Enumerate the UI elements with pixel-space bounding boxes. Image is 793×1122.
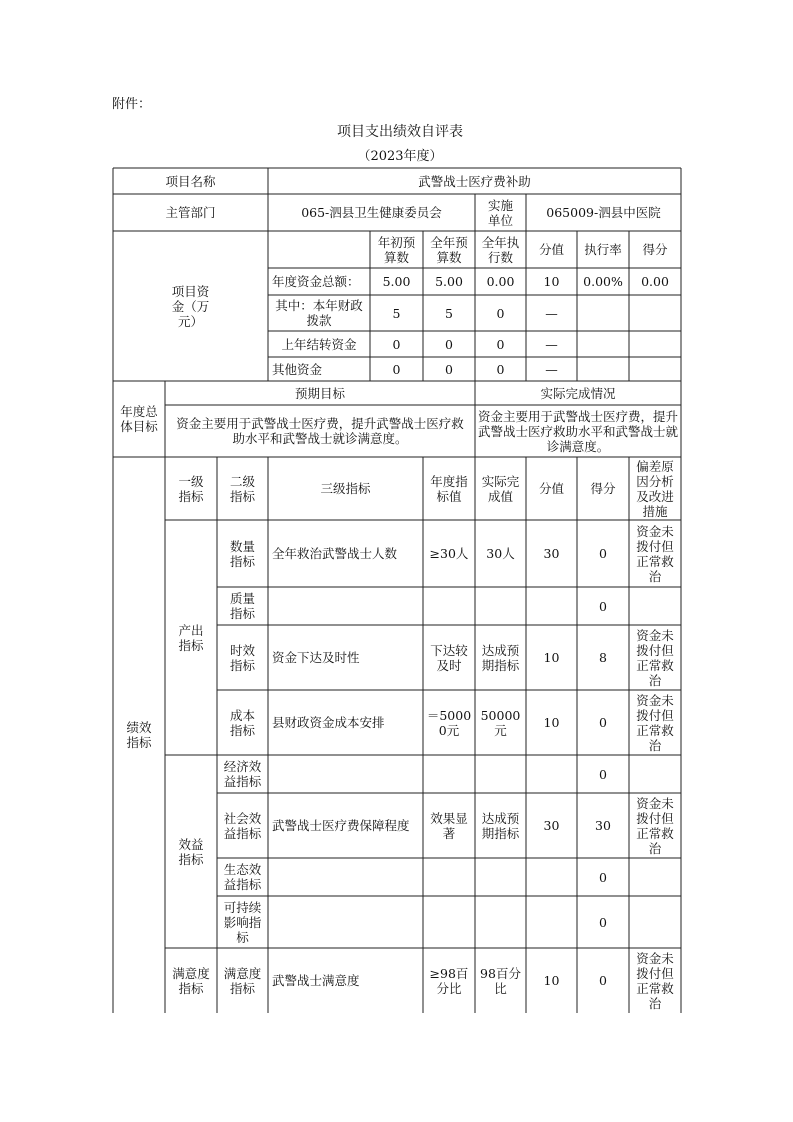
impl-label: 实施单位: [487, 197, 513, 228]
perf-header-l1: 一级指标: [178, 473, 204, 504]
year-label: （2023年度）: [357, 149, 443, 164]
page-title: 项目支出绩效自评表: [337, 124, 463, 140]
perf-row-got: 0: [599, 973, 607, 988]
funds-row-cell: 10: [543, 274, 560, 289]
funds-row-cell: —: [545, 361, 558, 377]
attachment-label: 附件：: [112, 97, 152, 112]
perf-row-l3: [268, 587, 423, 625]
funds-row-cell: 0.00%: [583, 274, 623, 289]
funds-row-label: 其中：本年财政拨款: [275, 298, 363, 328]
perf-row-reason: 资金未拨付但正常救治: [636, 950, 674, 1011]
funds-header-rate: 执行率: [584, 242, 622, 257]
funds-row-cell: [629, 295, 681, 331]
perf-row-got: 0: [599, 546, 607, 561]
perf-row-score: [526, 896, 577, 948]
perf-row-target: [423, 755, 475, 793]
perf-row-got: 30: [595, 818, 611, 833]
funds-row-cell: 5: [392, 305, 401, 321]
perf-row-got: 0: [599, 715, 607, 730]
funds-row-cell: 5.00: [382, 274, 411, 289]
actual-goal-header: 实际完成情况: [540, 385, 616, 401]
funds-row-label: 上年结转资金: [281, 336, 357, 352]
funds-row-cell: [577, 331, 629, 357]
perf-row-l3: 武警战士满意度: [272, 973, 360, 988]
funds-row-cell: 0: [392, 361, 401, 377]
funds-row-cell: 0.00: [641, 274, 669, 289]
perf-row-actual: [475, 587, 526, 625]
goals-label: 年度总体目标: [120, 404, 158, 434]
funds-header-annual: 全年预算数: [430, 234, 468, 265]
project-name-label: 项目名称: [165, 173, 216, 189]
funds-row-cell: 0.00: [486, 274, 515, 289]
perf-row-l2: 成本指标: [229, 707, 255, 738]
actual-goal-text: 资金主要用于武警战士医疗费，提升武警战士医疗救助水平和武警战士就诊满意度。: [478, 408, 679, 454]
perf-row-reason: 资金未拨付但正常救治: [636, 627, 674, 688]
perf-header-actual: 实际完成值: [481, 473, 520, 504]
funds-header-score: 分值: [538, 242, 564, 257]
perf-row-target: [423, 858, 475, 896]
perf-row-l3: 全年救治武警战士人数: [272, 546, 398, 561]
perf-row-got: 0: [599, 869, 607, 885]
perf-row-reason: 资金未拨付但正常救治: [636, 795, 674, 856]
perf-header-l3: 三级指标: [320, 481, 371, 496]
funds-row-cell: —: [545, 305, 558, 321]
perf-row-score: [526, 755, 577, 793]
perf-row-score: [526, 858, 577, 896]
funds-row-label: 其他资金: [272, 361, 323, 377]
perf-row-score: 10: [543, 650, 560, 665]
level1-output: 产出指标: [178, 622, 204, 653]
perf-header-l2: 二级指标: [229, 473, 255, 504]
funds-row-cell: [629, 331, 681, 357]
level1-satisfaction: 满意度指标: [172, 965, 210, 996]
perf-row-target: ＝50000元: [426, 707, 472, 738]
perf-row-target: [423, 587, 475, 625]
perf-row-reason: [629, 755, 681, 793]
funds-row-cell: [629, 357, 681, 381]
perf-row-l2: 数量指标: [229, 538, 255, 569]
perf-row-actual: 30人: [486, 546, 515, 561]
perf-row-score: 30: [543, 546, 560, 561]
perf-row-actual: 98百分比: [480, 965, 521, 996]
perf-row-reason: [629, 896, 681, 948]
perf-row-l3: [268, 858, 423, 896]
funds-row-cell: —: [545, 336, 558, 352]
perf-row-reason: 资金未拨付但正常救治: [636, 692, 674, 753]
funds-header-executed: 全年执行数: [481, 234, 520, 265]
perf-header-reason: 偏差原因分析及改进措施: [636, 458, 674, 519]
perf-row-actual: [475, 858, 526, 896]
perf-row-actual: 50000元: [480, 707, 521, 738]
perf-header-got: 得分: [590, 481, 616, 496]
perf-row-l2: 生态效益指标: [223, 862, 262, 892]
funds-row-cell: 0: [496, 361, 505, 377]
perf-row-actual: [475, 755, 526, 793]
perf-row-actual: [475, 896, 526, 948]
funds-row-cell: 0: [392, 336, 401, 352]
perf-row-l2: 可持续影响指标: [223, 899, 262, 945]
perf-row-reason: [629, 858, 681, 896]
funds-row-cell: 5: [445, 305, 453, 321]
perf-row-l2: 经济效益指标: [223, 759, 262, 789]
funds-label: 项目资金（万元）: [171, 283, 210, 329]
perf-header-target: 年度指标值: [430, 473, 468, 504]
funds-row-cell: 0: [445, 336, 453, 352]
perf-row-got: 0: [599, 598, 607, 614]
expected-goal-header: 预期目标: [294, 385, 345, 401]
perf-row-target: 效果显著: [430, 810, 468, 841]
perf-row-l3: 资金下达及时性: [272, 650, 360, 665]
funds-row-label: 年度资金总额：: [272, 274, 360, 289]
perf-row-got: 0: [599, 914, 607, 930]
funds-row-cell: 0: [496, 336, 505, 352]
perf-row-l2: 质量指标: [229, 591, 255, 621]
perf-row-l2: 时效指标: [229, 642, 255, 673]
dept-label: 主管部门: [165, 205, 216, 220]
funds-row-cell: 0: [445, 361, 453, 377]
perf-row-actual: 达成预期指标: [481, 810, 520, 841]
perf-row-target: 下达较及时: [430, 642, 468, 673]
perf-row-target: ≥98百分比: [429, 965, 469, 996]
funds-header-got: 得分: [642, 242, 668, 257]
funds-header-initial: 年初预算数: [377, 234, 416, 265]
perf-row-reason: [629, 587, 681, 625]
funds-row-cell: 0: [496, 305, 505, 321]
perf-row-l2: 社会效益指标: [223, 810, 262, 841]
perf-row-l3: [268, 755, 423, 793]
level1-benefit: 效益指标: [178, 836, 204, 867]
perf-row-score: [526, 587, 577, 625]
perf-row-l3: [268, 896, 423, 948]
perf-label: 绩效指标: [126, 720, 152, 750]
perf-row-l2: 满意度指标: [223, 965, 262, 996]
perf-row-got: 8: [599, 650, 607, 665]
perf-row-l3: 县财政资金成本安排: [272, 715, 385, 730]
impl-value: 065009-泗县中医院: [546, 205, 661, 220]
perf-row-actual: 达成预期指标: [481, 642, 520, 673]
project-name-value: 武警战士医疗费补助: [418, 173, 531, 189]
expected-goal-text: 资金主要用于武警战士医疗费，提升武警战士医疗救助水平和武警战士就诊满意度。: [176, 416, 464, 446]
perf-row-target: ≥30人: [429, 546, 469, 561]
perf-row-got: 0: [599, 766, 607, 782]
funds-row-cell: [577, 357, 629, 381]
perf-row-score: 30: [543, 818, 560, 833]
funds-row-cell: 5.00: [435, 274, 463, 289]
perf-header-score: 分值: [538, 481, 564, 496]
dept-value: 065-泗县卫生健康委员会: [301, 205, 442, 220]
perf-row-reason: 资金未拨付但正常救治: [636, 523, 674, 584]
perf-row-score: 10: [543, 973, 560, 988]
perf-row-target: [423, 896, 475, 948]
perf-row-l3: 武警战士医疗费保障程度: [272, 818, 410, 833]
perf-row-score: 10: [543, 715, 560, 730]
funds-row-cell: [577, 295, 629, 331]
